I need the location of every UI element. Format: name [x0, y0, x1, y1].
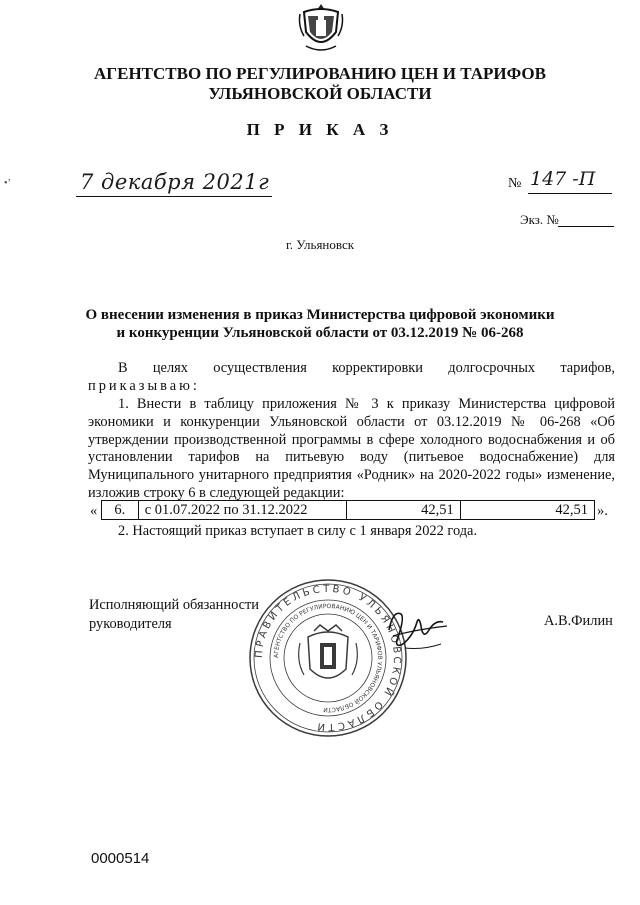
order-subject: [60, 306, 580, 342]
coat-of-arms-icon: [296, 2, 346, 54]
document-serial-number: 0000514: [91, 850, 150, 867]
intro-paragraph: В целях осуществления корректировки долгосрочных тарифов,: [118, 360, 615, 376]
margin-mark: •’: [4, 178, 11, 189]
tariff-value1-cell: 42,51: [347, 501, 460, 520]
order-date-handwritten: 7 декабря 2021г: [80, 170, 270, 194]
signer-position: [89, 596, 259, 634]
city-name: г. Ульяновск: [285, 237, 355, 252]
copy-number-underline: [558, 226, 614, 227]
signer-name: А.В.Филин: [544, 613, 613, 629]
subject-line1: О внесении изменения в приказ Министерства цифровой экономики: [85, 307, 555, 323]
order-word: приказываю:: [88, 378, 200, 394]
row-number-cell: 6.: [102, 501, 139, 520]
handwritten-signature-icon: [383, 600, 453, 660]
order-number-handwritten: 147 -П: [530, 168, 596, 190]
open-quote: «: [90, 503, 98, 519]
tariff-value2-cell: 42,51: [460, 501, 594, 520]
order-number-label: №: [508, 176, 522, 191]
close-quote: ».: [597, 503, 608, 519]
agency-name-line1: АГЕНТСТВО ПО РЕГУЛИРОВАНИЮ ЦЕН И ТАРИФОВ: [94, 64, 546, 83]
seal-outer-text: ПРАВИТЕЛЬСТВО УЛЬЯНОВСКОЙ ОБЛАСТИ: [253, 583, 403, 733]
signer-position-line1: Исполняющий обязанности: [89, 597, 260, 613]
period-cell: с 01.07.2022 по 31.12.2022: [138, 501, 347, 520]
table-row: [102, 501, 595, 520]
date-underline: [76, 196, 272, 197]
signer-position-line2: руководителя: [89, 616, 172, 632]
agency-name-line2: УЛЬЯНОВСКОЙ ОБЛАСТИ: [208, 84, 432, 103]
item1-paragraph: 1. Внести в таблицу приложения № 3 к приказу Министерства цифровой экономики и конкуренции Ульяновской области от 03.12.2019 № 06-268 «Об утверждении производственной программы в сфере холодного водоснабжения и об установлении тарифов на питьевую воду (питьевое водоснабжение) для Муниципального унитарного предприятия «Родник» на 2020-2022 годы» изменение, изложив строку 6 в следующей редакции:: [88, 396, 615, 501]
seal-inner-text: АГЕНТСТВО ПО РЕГУЛИРОВАНИЮ ЦЕН И ТАРИФОВ УЛЬЯНОВСКОЙ ОБЛАСТИ: [272, 602, 384, 714]
copy-number-label: Экз. №: [520, 212, 559, 227]
tariff-row-table: [101, 500, 595, 520]
item2-paragraph: 2. Настоящий приказ вступает в силу с 1 января 2022 года.: [118, 523, 478, 539]
number-underline: [528, 193, 612, 194]
document-type-title: П Р И К А З: [246, 120, 394, 139]
subject-line2: и конкуренции Ульяновской области от 03.12.2019 № 06-268: [116, 325, 524, 341]
